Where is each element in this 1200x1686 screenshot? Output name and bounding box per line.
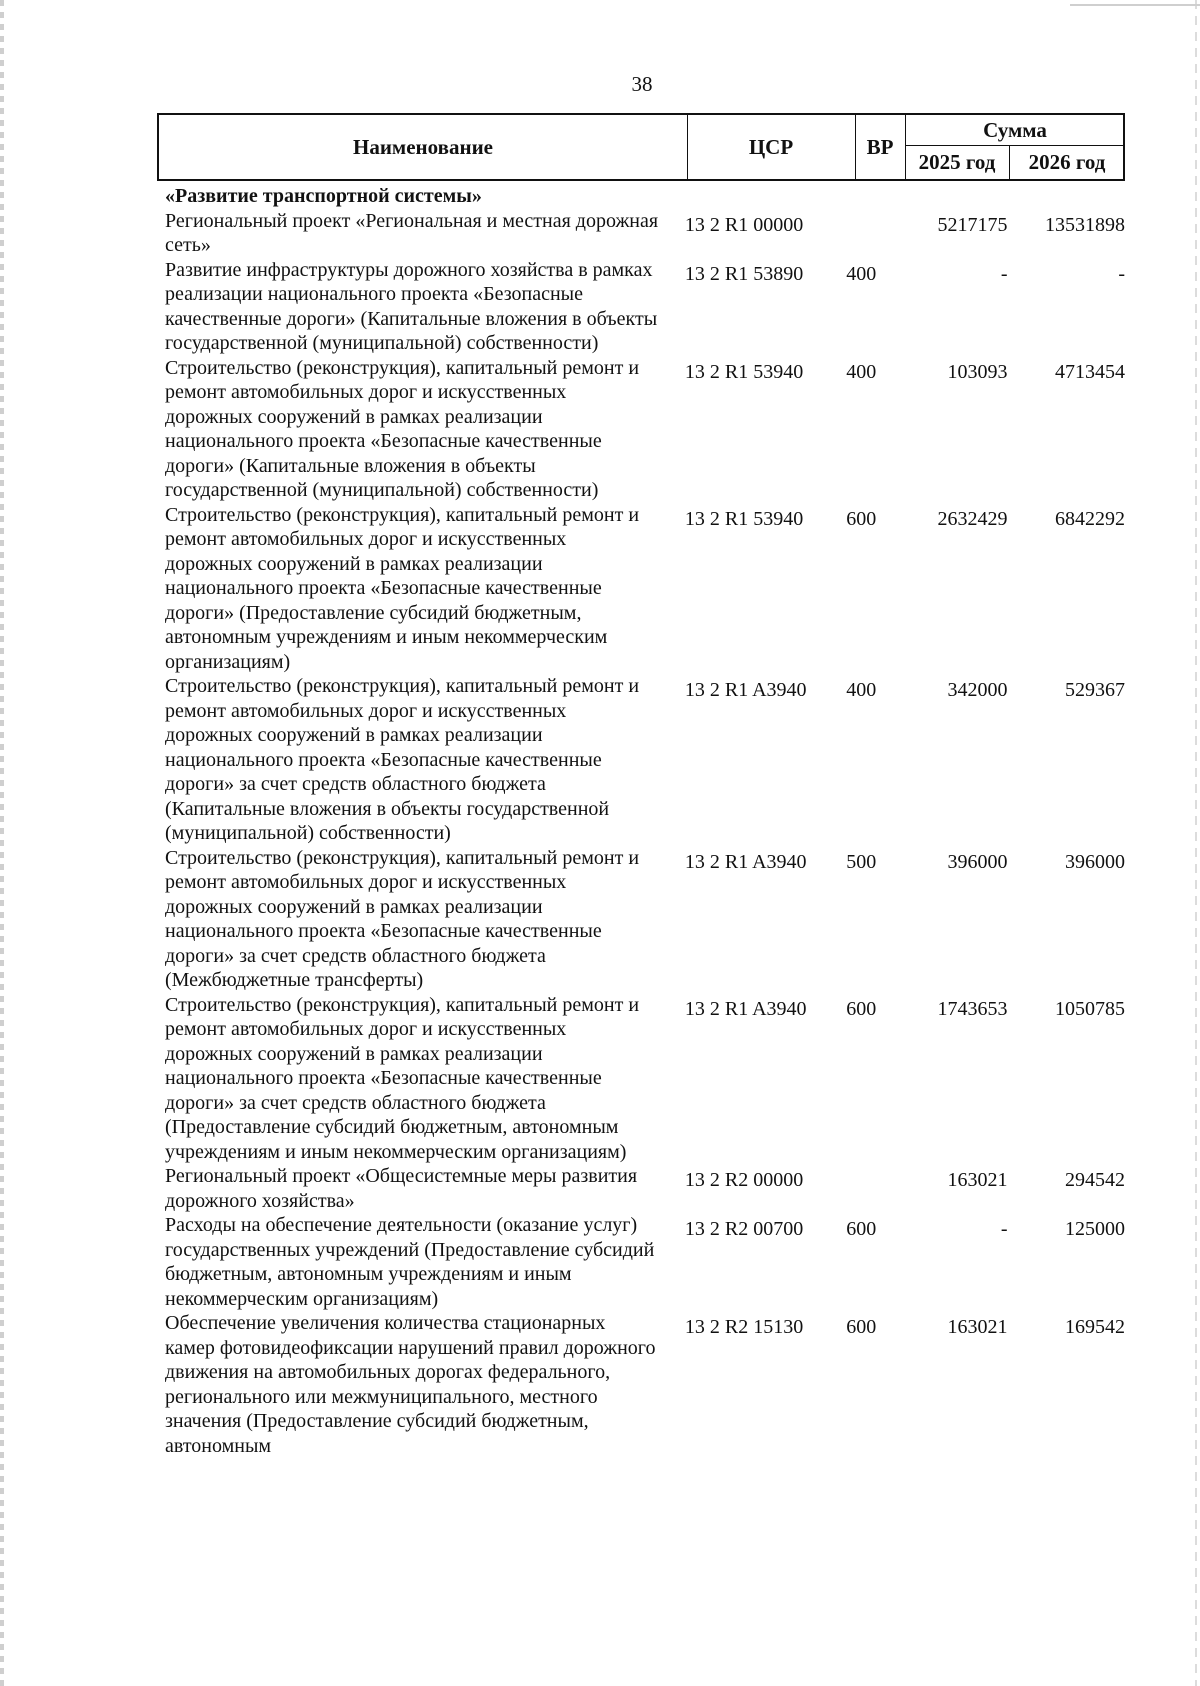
row-name: Строительство (реконструкция), капитальный ремонт и ремонт автомобильных дорог и искусственных дорожных сооружений в рамках реализации национального проекта «Безопасные качественные дороги» (Предоставление субсидий бюджетным, автономным учреждениям и иным некоммерческим организациям) (165, 503, 640, 673)
table-header (157, 113, 1125, 181)
row-name: Региональный проект «Региональная и местная дорожная сеть» (165, 209, 659, 256)
table-body (157, 184, 1125, 1458)
row-vr: 500 (846, 850, 877, 873)
row-sum-2026: 294542 (1065, 1169, 1126, 1191)
table-row (157, 209, 1125, 258)
row-sum-2025: 2632429 (937, 507, 1008, 530)
row-csr: 13 2 R1 53890 (684, 262, 804, 285)
row-vr: 600 (846, 1316, 877, 1338)
row-csr: 13 2 R2 00000 (684, 1169, 804, 1191)
row-sum-2026: 125000 (1065, 1218, 1126, 1240)
table-row (157, 356, 1125, 503)
budget-table (157, 113, 1125, 1458)
row-sum-2025: 163021 (947, 1169, 1008, 1191)
row-sum-2026: - (1118, 262, 1126, 285)
row-sum-2026: 529367 (1065, 679, 1126, 701)
row-name: Развитие инфраструктуры дорожного хозяйства в рамках реализации национального проекта «Безопасные качественные дороги» (Капитальные вложения в объекты государственной (муниципальной) собственности) (165, 258, 658, 354)
row-vr: 600 (846, 1218, 877, 1240)
row-sum-2026: 13531898 (1045, 213, 1126, 236)
row-sum-2025: 396000 (947, 850, 1008, 873)
header-csr: ЦСР (687, 115, 856, 179)
table-row (157, 503, 1125, 675)
row-csr: 13 2 R1 A3940 (684, 997, 807, 1020)
row-csr: 13 2 R1 53940 (684, 360, 804, 383)
header-year-2026: 2026 год (1028, 149, 1106, 174)
row-sum-2026: 169542 (1065, 1316, 1126, 1338)
row-name: «Развитие транспортной системы» (165, 185, 482, 207)
table-row (157, 846, 1125, 993)
row-vr: 400 (846, 679, 877, 701)
row-sum-2026: 396000 (1065, 850, 1126, 873)
row-sum-2026: 1050785 (1055, 997, 1126, 1020)
header-vr: ВР (855, 115, 906, 179)
header-name: Наименование (159, 115, 688, 179)
row-vr (842, 1164, 902, 1168)
row-sum-2025: 163021 (947, 1316, 1008, 1338)
table-row (157, 184, 1125, 209)
row-name: Региональный проект «Общесистемные меры развития дорожного хозяйства» (165, 1165, 638, 1212)
row-sum-2025: - (1000, 1218, 1008, 1240)
row-name: Строительство (реконструкция), капитальный ремонт и ремонт автомобильных дорог и искусственных дорожных сооружений в рамках реализации национального проекта «Безопасные качественные дороги» за счет средств областного бюджета (Предоставление субсидий бюджетным, автономным учреждениям и иным некоммерческим организациям) (165, 993, 640, 1163)
row-sum-2025: 5217175 (937, 213, 1008, 236)
row-csr: 13 2 R2 15130 (684, 1316, 804, 1338)
row-vr (842, 209, 902, 213)
row-csr: 13 2 R1 A3940 (684, 850, 807, 873)
row-vr (842, 184, 902, 188)
row-name: Обеспечение увеличения количества стационарных камер фотовидеофиксации нарушений правил дорожного движения на автомобильных дорогах федерального, регионального или межмуниципального, местного значения (Предоставление субсидий бюджетным, автономным (165, 1312, 656, 1457)
scan-edge-left (0, 0, 4, 1686)
row-csr: 13 2 R1 53940 (684, 507, 804, 530)
table-row (157, 1213, 1125, 1311)
row-name: Строительство (реконструкция), капитальный ремонт и ремонт автомобильных дорог и искусственных дорожных сооружений в рамках реализации национального проекта «Безопасные качественные дороги» за счет средств областного бюджета (Межбюджетные трансферты) (165, 846, 640, 991)
row-sum-2025: 342000 (947, 679, 1008, 701)
row-csr: 13 2 R1 A3940 (684, 679, 807, 701)
table-row (157, 993, 1125, 1165)
scan-corner-mark (1070, 4, 1200, 6)
table-row (157, 258, 1125, 356)
row-vr: 400 (846, 360, 877, 383)
header-year-2025: 2025 год (905, 145, 1010, 179)
header-sum: Сумма (905, 115, 1125, 146)
row-name: Строительство (реконструкция), капитальный ремонт и ремонт автомобильных дорог и искусственных дорожных сооружений в рамках реализации национального проекта «Безопасные качественные дороги» за счет средств областного бюджета (Капитальные вложения в объекты государственной (муниципальной) собственности) (165, 675, 640, 844)
scan-edge-right (1195, 0, 1197, 1686)
row-vr: 600 (846, 507, 877, 530)
row-name: Строительство (реконструкция), капитальный ремонт и ремонт автомобильных дорог и искусственных дорожных сооружений в рамках реализации национального проекта «Безопасные качественные дороги» (Капитальные вложения в объекты государственной (муниципальной) собственности) (165, 356, 640, 501)
row-sum-2025: 1743653 (937, 997, 1008, 1020)
row-sum-2026 (1008, 184, 1126, 188)
table-row (157, 1164, 1125, 1213)
row-sum-2025: 103093 (947, 360, 1008, 383)
row-vr: 400 (846, 262, 877, 285)
row-vr: 600 (846, 997, 877, 1020)
row-sum-2026: 4713454 (1055, 360, 1126, 383)
table-row (157, 674, 1125, 846)
row-name: Расходы на обеспечение деятельности (оказание услуг) государственных учреждений (Предоставление субсидий бюджетным, автономным учреждениям и иным некоммерческим организациям) (165, 1214, 655, 1310)
row-sum-2025 (902, 184, 1008, 188)
row-csr (659, 184, 842, 188)
row-csr: 13 2 R1 00000 (684, 213, 804, 236)
row-sum-2025: - (1000, 262, 1008, 285)
row-csr: 13 2 R2 00700 (684, 1218, 804, 1240)
row-sum-2026: 6842292 (1055, 507, 1126, 530)
table-row (157, 1311, 1125, 1458)
page-number: 38 (631, 72, 653, 96)
